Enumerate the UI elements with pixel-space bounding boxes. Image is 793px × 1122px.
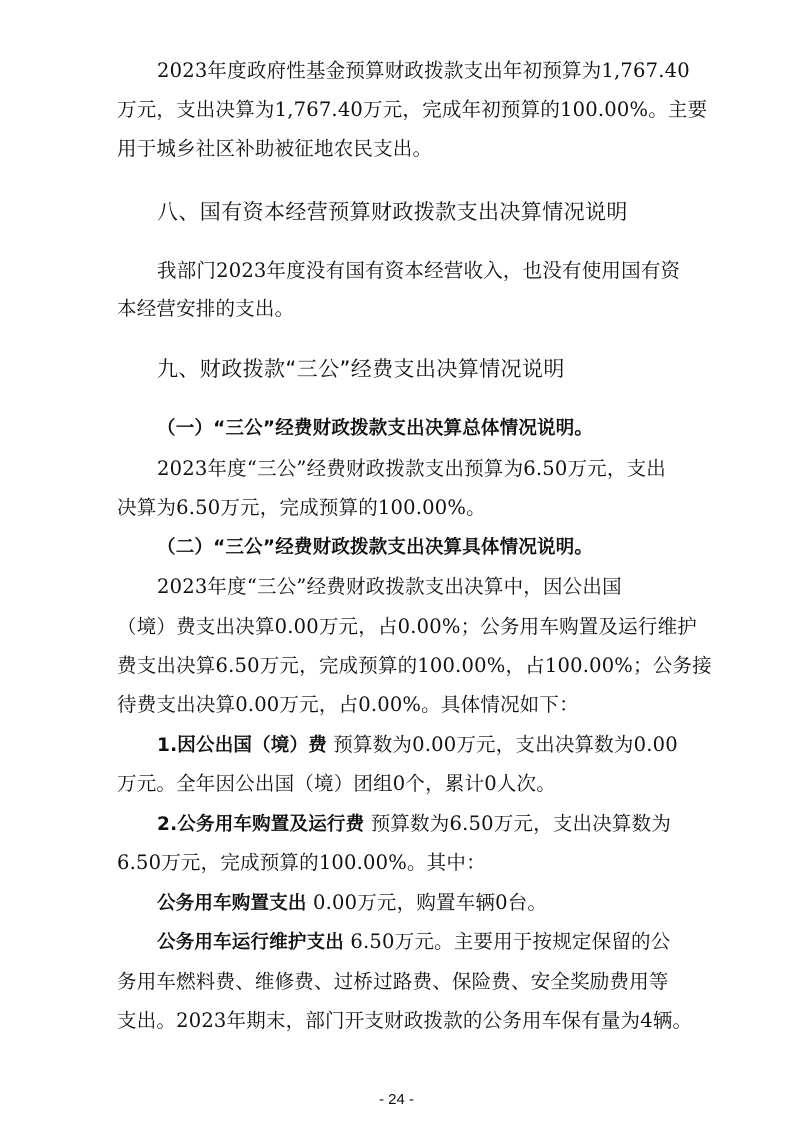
section-heading-9: 九、财政拨款“三公”经费支出决算情况说明 <box>157 357 565 381</box>
paragraph-line: 2023年度“三公”经费财政拨款支出决算中，因公出国 <box>157 575 622 598</box>
paragraph-line: 万元，支出决算为1,767.40万元，完成年初预算的100.00%。主要 <box>117 98 708 121</box>
item-title-travel: 1.因公出国（境）费 <box>157 735 327 756</box>
subsection-heading-2: （二）“三公”经费财政拨款支出决算具体情况说明。 <box>157 537 594 558</box>
paragraph-line: 费支出决算6.50万元，完成预算的100.00%，占100.00%；公务接 <box>117 654 712 677</box>
paragraph-line: 万元。全年因公出国（境）团组0个，累计0人次。 <box>117 772 556 795</box>
paragraph-line: 待费支出决算0.00万元，占0.00%。具体情况如下： <box>117 693 579 716</box>
item-title-vehicle-purchase: 公务用车购置支出 <box>157 893 307 914</box>
paragraph-line: 2023年度“三公”经费财政拨款支出预算为6.50万元，支出 <box>157 457 666 480</box>
paragraph-line: （境）费支出决算0.00万元，占0.00%；公务用车购置及运行维护 <box>117 615 697 638</box>
paragraph-line <box>157 891 547 916</box>
paragraph-line: 2023年度政府性基金预算财政拨款支出年初预算为1,767.40 <box>157 59 690 82</box>
item-text: 预算数为0.00万元，支出决算数为0.00 <box>326 733 678 756</box>
subsection-heading-1: （一）“三公”经费财政拨款支出决算总体情况说明。 <box>157 418 594 439</box>
paragraph-line: 用于城乡社区补助被征地农民支出。 <box>117 137 433 160</box>
paragraph-line <box>157 733 678 758</box>
item-title-vehicle: 2.公务用车购置及运行费 <box>157 814 365 835</box>
page-number: - 24 - <box>378 1091 414 1108</box>
paragraph-line: 支出。2023年期末，部门开支财政拨款的公务用车保有量为4辆。 <box>117 1009 693 1032</box>
paragraph-line: 6.50万元，完成预算的100.00%。其中： <box>117 851 486 874</box>
item-text: 6.50万元。主要用于按规定保留的公 <box>344 930 671 953</box>
paragraph-line: 决算为6.50万元，完成预算的100.00%。 <box>117 496 486 519</box>
paragraph-line: 我部门2023年度没有国有资本经营收入，也没有使用国有资 <box>157 259 681 282</box>
paragraph-line: 本经营安排的支出。 <box>117 297 295 320</box>
section-heading-8: 八、国有资本经营预算财政拨款支出决算情况说明 <box>157 200 628 224</box>
paragraph-line <box>157 930 670 955</box>
paragraph-line: 务用车燃料费、维修费、过桥过路费、保险费、安全奖励费用等 <box>117 970 669 993</box>
paragraph-line <box>157 812 671 837</box>
item-text: 0.00万元，购置车辆0台。 <box>306 891 548 914</box>
item-text: 预算数为6.50万元，支出决算数为 <box>364 812 672 835</box>
item-title-vehicle-operation: 公务用车运行维护支出 <box>157 932 345 953</box>
